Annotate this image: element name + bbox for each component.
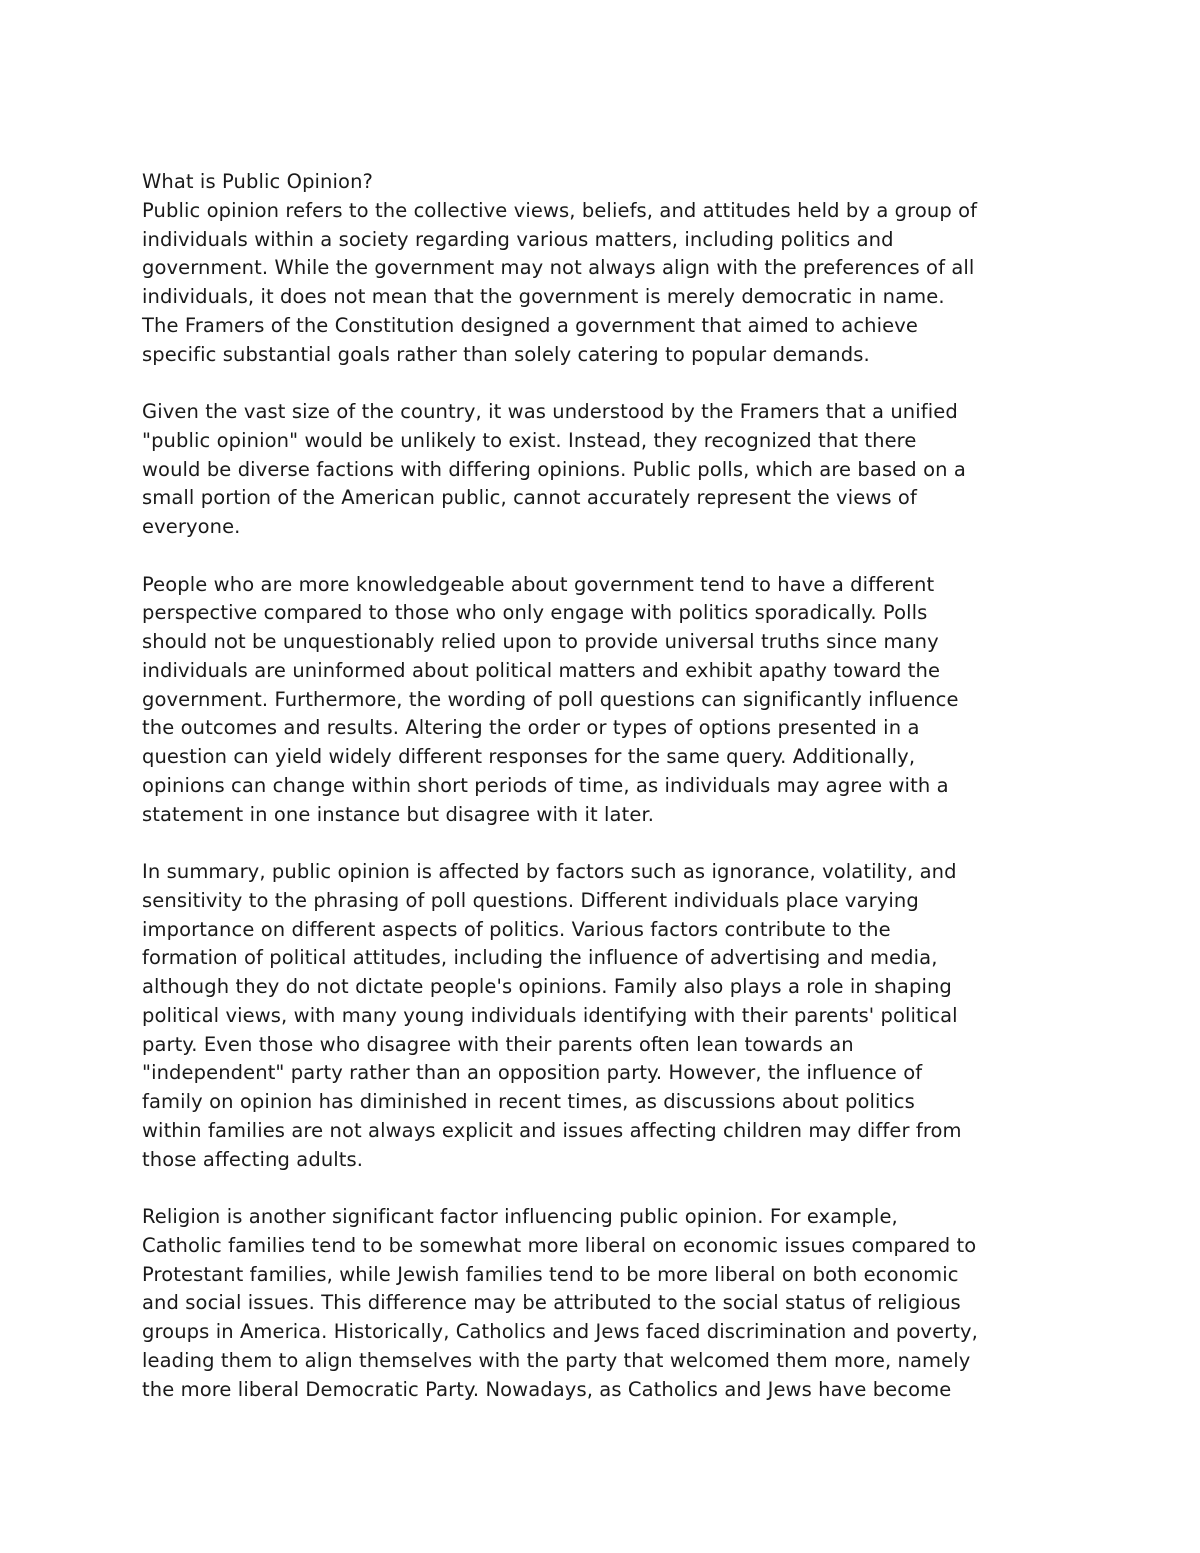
paragraph-line: the outcomes and results. Altering the order or types of options presented in a — [142, 716, 920, 740]
paragraph-religion — [142, 1203, 1072, 1404]
paragraph-line: government. Furthermore, the wording of poll questions can significantly influence — [142, 687, 959, 711]
paragraph-line: The Framers of the Constitution designed a government that aimed to achieve — [142, 313, 918, 337]
paragraph-line: perspective compared to those who only engage with politics sporadically. Polls — [142, 601, 928, 625]
paragraph-line: Public opinion refers to the collective views, beliefs, and attitudes held by a group of — [142, 198, 978, 222]
paragraph-line: Catholic families tend to be somewhat more liberal on economic issues compared to — [142, 1233, 977, 1257]
paragraph-line: individuals within a society regarding various matters, including politics and — [142, 227, 894, 251]
paragraph-framers — [142, 398, 1072, 542]
paragraph-line: the more liberal Democratic Party. Nowadays, as Catholics and Jews have become — [142, 1377, 952, 1401]
paragraph-line: individuals are uninformed about political matters and exhibit apathy toward the — [142, 658, 941, 682]
paragraph-line: although they do not dictate people's opinions. Family also plays a role in shaping — [142, 975, 952, 998]
paragraph-line: Protestant families, while Jewish families tend to be more liberal on both economic — [142, 1262, 959, 1286]
paragraph-line: those affecting adults. — [142, 1147, 364, 1171]
paragraph-line: opinions can change within short periods of time, as individuals may agree with a — [142, 773, 949, 797]
paragraph-line: "public opinion" would be unlikely to exist. Instead, they recognized that there — [142, 428, 917, 452]
paragraph-line: political views, with many young individuals identifying with their parents' political — [142, 1003, 958, 1027]
paragraph-line: groups in America. Historically, Catholics and Jews faced discrimination and poverty, — [142, 1320, 978, 1343]
title-paragraph — [142, 168, 1072, 369]
paragraph-line: Given the vast size of the country, it was understood by the Framers that a unified — [142, 400, 958, 423]
paragraph-line: and social issues. This difference may be attributed to the social status of religious — [142, 1291, 961, 1315]
paragraph-line: sensitivity to the phrasing of poll questions. Different individuals place varying — [142, 888, 919, 912]
paragraph-polls — [142, 571, 1072, 830]
paragraph-line: leading them to align themselves with the party that welcomed them more, namely — [142, 1348, 971, 1372]
paragraph-line: family on opinion has diminished in recent times, as discussions about politics — [142, 1090, 915, 1113]
paragraph-line: party. Even those who disagree with their parents often lean towards an — [142, 1032, 854, 1056]
paragraph-line: would be diverse factions with differing opinions. Public polls, which are based on a — [142, 457, 966, 481]
paragraph-summary — [142, 858, 1072, 1174]
paragraph-line: within families are not always explicit and issues affecting children may differ from — [142, 1118, 962, 1142]
paragraph-line: In summary, public opinion is affected by factors such as ignorance, volatility, and — [142, 860, 957, 883]
paragraph-line: everyone. — [142, 515, 241, 538]
paragraph-line: importance on different aspects of politics. Various factors contribute to the — [142, 917, 891, 941]
paragraph-line: individuals, it does not mean that the government is merely democratic in name. — [142, 285, 945, 308]
document-title: What is Public Opinion? — [142, 170, 373, 193]
paragraph-line: People who are more knowledgeable about government tend to have a different — [142, 572, 935, 596]
paragraph-line: formation of political attitudes, including the influence of advertising and media, — [142, 946, 938, 970]
paragraph-line: government. While the government may not always align with the preferences of all — [142, 256, 975, 280]
paragraph-line: Religion is another significant factor influencing public opinion. For example, — [142, 1205, 898, 1228]
paragraph-line: "independent" party rather than an opposition party. However, the influence of — [142, 1061, 923, 1085]
paragraph-line: question can yield widely different responses for the same query. Additionally, — [142, 745, 916, 768]
paragraph-line: statement in one instance but disagree with it later. — [142, 802, 655, 826]
paragraph-line: specific substantial goals rather than solely catering to popular demands. — [142, 342, 870, 366]
paragraph-line: should not be unquestionably relied upon to provide universal truths since many — [142, 630, 939, 653]
document-body — [142, 168, 1072, 1404]
paragraph-line: small portion of the American public, cannot accurately represent the views of — [142, 486, 917, 510]
